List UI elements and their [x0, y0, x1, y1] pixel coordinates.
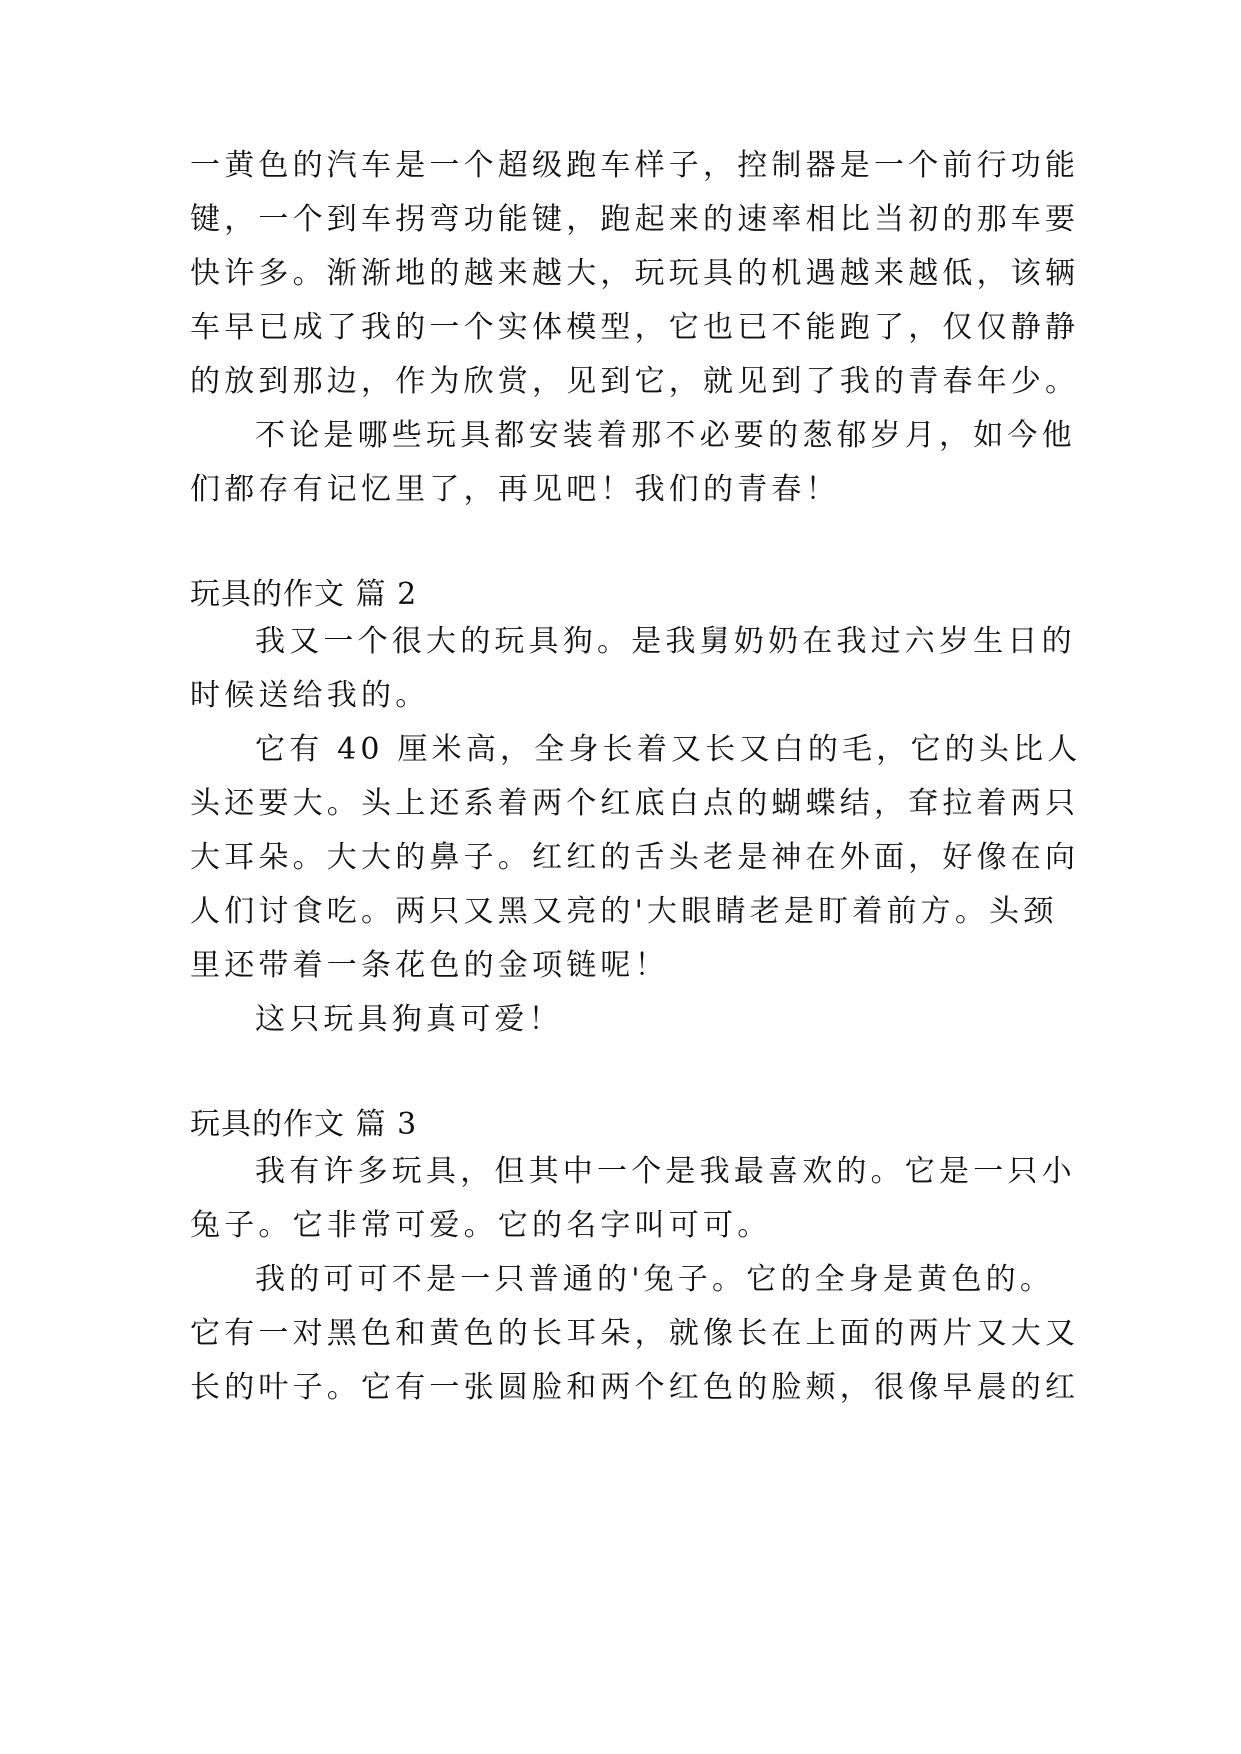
paragraph-line: 里还带着一条花色的金项链呢！ — [190, 948, 669, 983]
section-heading: 玩具的作文 篇 2 — [190, 577, 418, 612]
paragraph-line: 我的可可不是一只普通的'兔子。它的全身是黄色的。 — [255, 1262, 1055, 1297]
paragraph-line: 它有一对黑色和黄色的长耳朵，就像长在上面的两片又大又 — [190, 1316, 1080, 1351]
paragraph-line: 时候送给我的。 — [190, 678, 430, 713]
paragraph-line: 它有 40 厘米高，全身长着又长又白的毛，它的头比人 — [255, 732, 1082, 767]
paragraph-line: 我又一个很大的玩具狗。是我舅奶奶在我过六岁生日的 — [255, 624, 1076, 659]
paragraph-line: 大耳朵。大大的鼻子。红红的舌头老是神在外面，好像在向 — [190, 840, 1080, 875]
paragraph-line: 一黄色的汽车是一个超级跑车样子，控制器是一个前行功能 — [190, 148, 1080, 183]
paragraph-line: 不论是哪些玩具都安装着那不必要的葱郁岁月，如今他 — [255, 418, 1076, 453]
paragraph-line: 我有许多玩具，但其中一个是我最喜欢的。它是一只小 — [255, 1154, 1076, 1189]
paragraph-line: 头还要大。头上还系着两个红底白点的蝴蝶结，耷拉着两只 — [190, 786, 1080, 821]
paragraph-line: 键，一个到车拐弯功能键，跑起来的速率相比当初的那车要 — [190, 202, 1080, 237]
paragraph-line: 兔子。它非常可爱。它的名字叫可可。 — [190, 1208, 772, 1243]
paragraph-line: 人们讨食吃。两只又黑又亮的'大眼睛老是盯着前方。头颈 — [190, 894, 1058, 929]
paragraph-line: 的放到那边，作为欣赏，见到它，就见到了我的青春年少。 — [190, 364, 1080, 399]
section-heading: 玩具的作文 篇 3 — [190, 1107, 418, 1142]
paragraph-line: 快许多。渐渐地的越来越大，玩玩具的机遇越来越低，该辆 — [190, 256, 1080, 291]
paragraph-line: 车早已成了我的一个实体模型，它也已不能跑了，仅仅静静 — [190, 310, 1080, 345]
paragraph-line: 们都存有记忆里了，再见吧！我们的青春！ — [190, 472, 840, 507]
paragraph-line: 长的叶子。它有一张圆脸和两个红色的脸颊，很像早晨的红 — [190, 1370, 1080, 1405]
paragraph-line: 这只玩具狗真可爱！ — [255, 1002, 563, 1037]
